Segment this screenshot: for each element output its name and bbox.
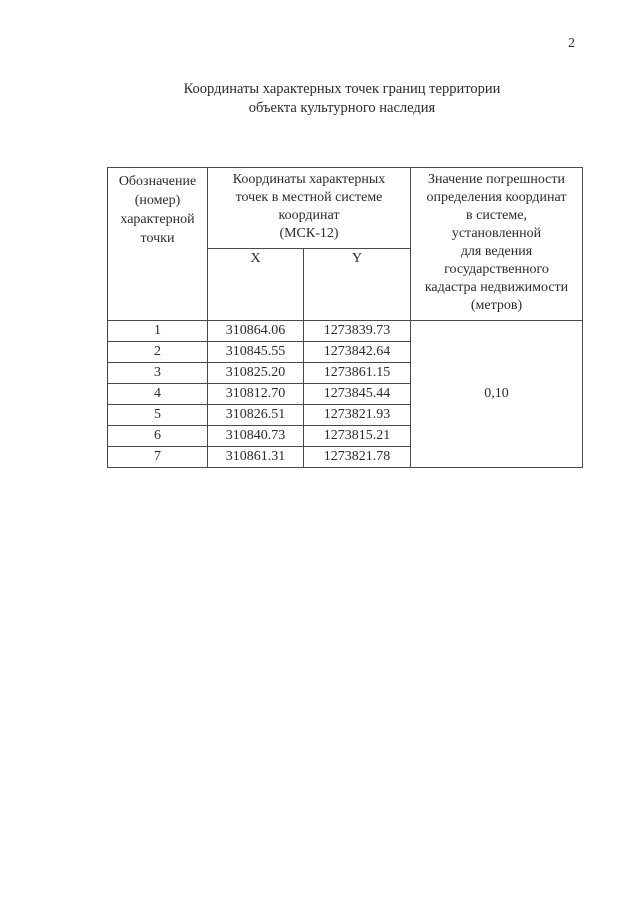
header-coordinates-line: Координаты характерных: [232, 172, 386, 187]
coord-x: 310864.06: [208, 321, 304, 342]
header-error-line: в системе,: [466, 208, 527, 223]
error-value: 0,10: [411, 321, 583, 468]
header-error-line: (метров): [470, 298, 523, 313]
title-line-1: Координаты характерных точек границ территории: [183, 81, 501, 97]
point-number: 2: [108, 342, 208, 363]
header-coordinates-line: точек в местной системе: [235, 190, 383, 205]
coord-y: 1273821.78: [304, 447, 411, 468]
header-designation-line: точки: [140, 231, 175, 246]
coord-y: 1273845.44: [304, 384, 411, 405]
coord-y: 1273821.93: [304, 405, 411, 426]
point-number: 4: [108, 384, 208, 405]
header-y: Y: [304, 249, 411, 321]
coordinates-table: [107, 167, 583, 468]
header-designation-line: характерной: [120, 212, 195, 227]
coord-x: 310812.70: [208, 384, 304, 405]
coord-x: 310840.73: [208, 426, 304, 447]
header-coordinates-line: (МСК-12): [279, 226, 339, 241]
point-number: 3: [108, 363, 208, 384]
point-number: 7: [108, 447, 208, 468]
header-error-line: определения координат: [426, 190, 567, 205]
point-number: 6: [108, 426, 208, 447]
header-error-line: установленной: [451, 226, 542, 241]
coord-y: 1273839.73: [304, 321, 411, 342]
header-designation-line: (номер): [134, 193, 181, 208]
header-error-line: государственного: [444, 262, 549, 277]
header-designation-line: Обозначение: [118, 174, 197, 189]
coord-x: 310861.31: [208, 447, 304, 468]
header-coordinates-line: координат: [278, 208, 340, 223]
document-title: [0, 80, 640, 118]
header-error-line: кадастра недвижимости: [424, 280, 569, 295]
title-line-2: объекта культурного наследия: [248, 100, 436, 116]
coord-y: 1273815.21: [304, 426, 411, 447]
point-number: 5: [108, 405, 208, 426]
header-error-line: Значение погрешности: [427, 172, 565, 187]
coord-x: 310825.20: [208, 363, 304, 384]
header-x: X: [208, 249, 304, 321]
point-number: 1: [108, 321, 208, 342]
coord-y: 1273861.15: [304, 363, 411, 384]
table-row: [108, 321, 583, 342]
header-coordinates: [208, 168, 411, 249]
coord-y: 1273842.64: [304, 342, 411, 363]
header-designation: [108, 168, 208, 321]
coord-x: 310826.51: [208, 405, 304, 426]
page-number: 2: [568, 36, 575, 51]
header-error-line: для ведения: [460, 244, 533, 259]
coord-x: 310845.55: [208, 342, 304, 363]
header-error: [411, 168, 583, 321]
